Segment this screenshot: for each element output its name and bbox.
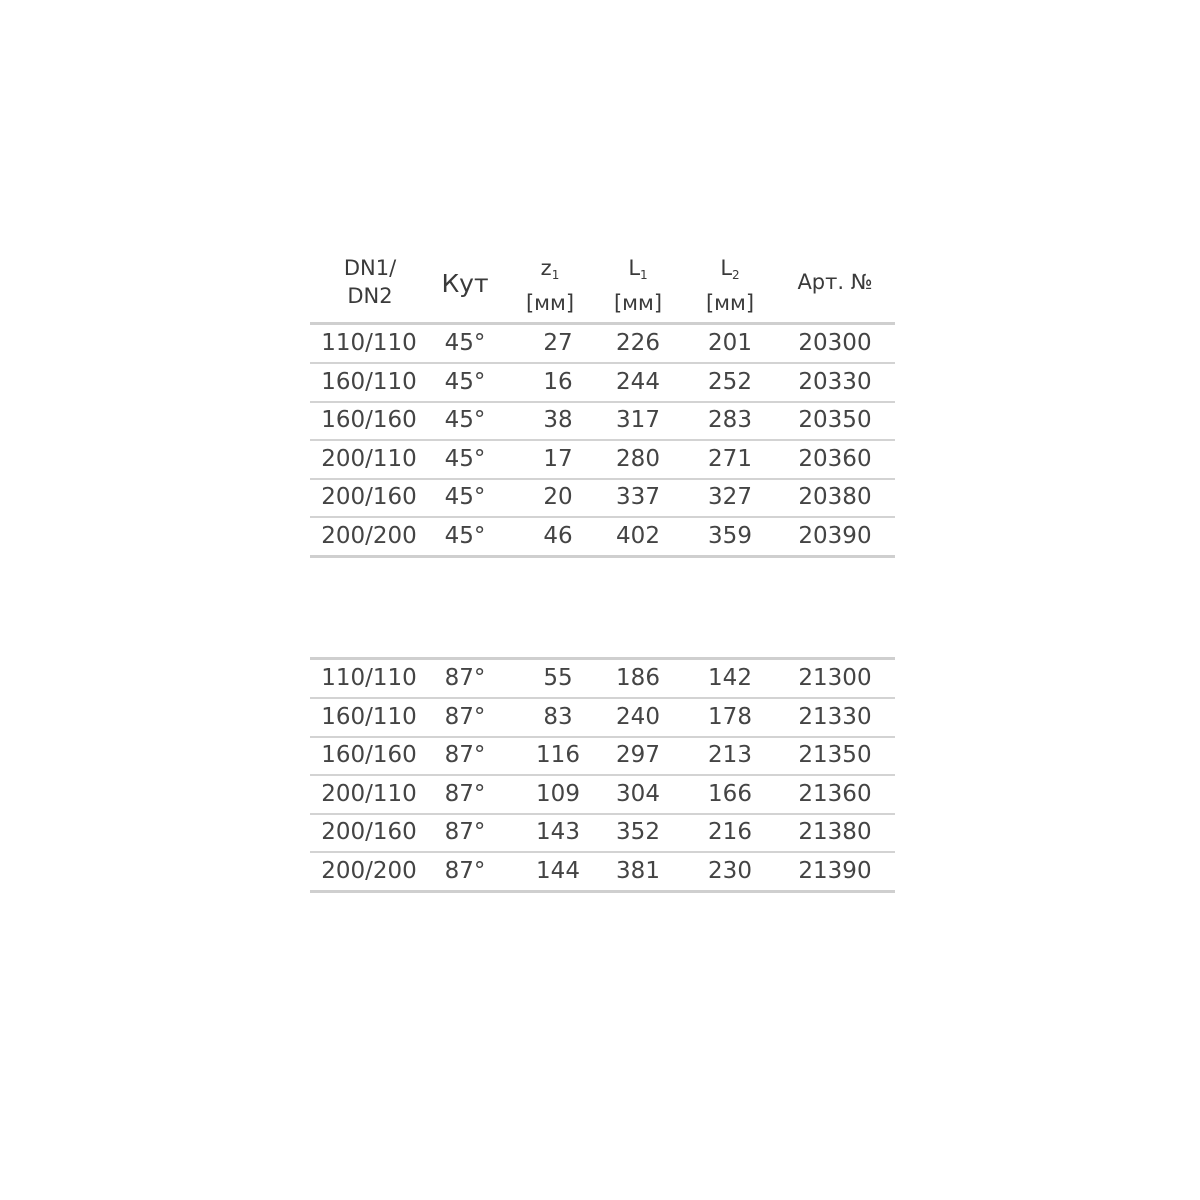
header-l1-sub: 1 xyxy=(640,268,648,282)
table-cell: 283 xyxy=(708,407,752,434)
table-row xyxy=(310,700,895,736)
table-cell: 21380 xyxy=(798,819,872,846)
table-cell: 200/110 xyxy=(321,445,417,472)
table-cell: 45° xyxy=(444,523,486,549)
header-z1-sub: 1 xyxy=(551,268,560,282)
table-row xyxy=(310,815,895,851)
table-row xyxy=(310,854,895,890)
table-cell: 402 xyxy=(616,523,660,549)
table-cell: 110/110 xyxy=(321,330,417,356)
table-cell: 166 xyxy=(708,780,752,807)
table-cell: 21390 xyxy=(798,858,872,884)
table-cell: 20380 xyxy=(798,484,872,511)
table-cell: 87° xyxy=(444,665,486,691)
header-divider xyxy=(310,322,895,325)
table-cell: 252 xyxy=(708,368,752,395)
header-l1-unit: [мм] xyxy=(613,291,663,315)
table-cell: 381 xyxy=(616,858,660,884)
table-cell: 21300 xyxy=(798,665,872,691)
table-cell: 20360 xyxy=(798,445,872,472)
table-cell: 21350 xyxy=(798,742,872,769)
header-l2-sub: 2 xyxy=(732,268,740,282)
table-cell: 45° xyxy=(444,368,486,395)
table-cell: 27 xyxy=(543,330,573,356)
header-dn-line1: DN1/ xyxy=(343,256,397,280)
table-cell: 87° xyxy=(444,819,486,846)
table-cell: 17 xyxy=(543,445,573,472)
table-cell: 216 xyxy=(708,819,752,846)
section-divider xyxy=(310,657,895,660)
table-header xyxy=(310,252,895,324)
table-cell: 352 xyxy=(616,819,660,846)
table-row xyxy=(310,519,895,555)
table-cell: 20350 xyxy=(798,407,872,434)
header-angle: Кут xyxy=(441,269,489,298)
table-cell: 304 xyxy=(616,780,660,807)
table-cell: 144 xyxy=(536,858,580,884)
table-cell: 200/200 xyxy=(321,858,417,884)
table-cell: 327 xyxy=(708,484,752,511)
table-cell: 143 xyxy=(536,819,580,846)
table-cell: 46 xyxy=(543,523,573,549)
table-cell: 160/160 xyxy=(321,742,417,769)
header-l2 xyxy=(690,254,770,317)
table-cell: 45° xyxy=(444,484,486,511)
table-row xyxy=(310,480,895,516)
table-cell: 178 xyxy=(708,703,752,730)
table-cell: 160/160 xyxy=(321,407,417,434)
header-z1-label: z xyxy=(540,256,552,280)
header-z1 xyxy=(510,254,590,317)
table-cell: 20330 xyxy=(798,368,872,395)
table-cell: 160/110 xyxy=(321,703,417,730)
table-cell: 110/110 xyxy=(321,665,417,691)
table-cell: 142 xyxy=(708,665,752,691)
table-row xyxy=(310,365,895,401)
table-cell: 38 xyxy=(543,407,573,434)
row-divider xyxy=(310,555,895,558)
table-cell: 200/110 xyxy=(321,780,417,807)
table-row xyxy=(310,661,895,697)
table-cell: 200/160 xyxy=(321,819,417,846)
table-cell: 45° xyxy=(444,445,486,472)
table-cell: 87° xyxy=(444,703,486,730)
header-l1-label: L xyxy=(628,256,641,280)
table-cell: 116 xyxy=(536,742,580,769)
table-cell: 280 xyxy=(616,445,660,472)
table-cell: 317 xyxy=(616,407,660,434)
table-row xyxy=(310,442,895,478)
table-row xyxy=(310,403,895,439)
header-l2-label: L xyxy=(720,256,733,280)
table-cell: 20300 xyxy=(798,330,872,356)
row-divider xyxy=(310,890,895,893)
table-cell: 83 xyxy=(543,703,573,730)
header-l2-unit: [мм] xyxy=(705,291,755,315)
table-cell: 45° xyxy=(444,330,486,356)
table-cell: 87° xyxy=(444,780,486,807)
table-cell: 230 xyxy=(708,858,752,884)
table-row xyxy=(310,738,895,774)
table-cell: 271 xyxy=(708,445,752,472)
table-cell: 200/200 xyxy=(321,523,417,549)
table-cell: 20 xyxy=(543,484,573,511)
table-cell: 45° xyxy=(444,407,486,434)
table-cell: 337 xyxy=(616,484,660,511)
header-dn-line2: DN2 xyxy=(347,284,393,308)
table-cell: 244 xyxy=(616,368,660,395)
table-cell: 87° xyxy=(444,742,486,769)
table-cell: 109 xyxy=(536,780,580,807)
table-cell: 226 xyxy=(616,330,660,356)
table-row xyxy=(310,326,895,362)
header-dn xyxy=(330,254,410,310)
header-article: Арт. № xyxy=(797,270,873,294)
header-z1-unit: [мм] xyxy=(525,291,575,315)
table-cell: 20390 xyxy=(798,523,872,549)
table-cell: 186 xyxy=(616,665,660,691)
table-cell: 21360 xyxy=(798,780,872,807)
table-cell: 240 xyxy=(616,703,660,730)
table-cell: 359 xyxy=(708,523,752,549)
table-cell: 16 xyxy=(543,368,573,395)
table-row xyxy=(310,777,895,813)
table-cell: 55 xyxy=(543,665,573,691)
table-cell: 21330 xyxy=(798,703,872,730)
table-cell: 87° xyxy=(444,858,486,884)
header-l1 xyxy=(598,254,678,317)
table-cell: 201 xyxy=(708,330,752,356)
table-cell: 297 xyxy=(616,742,660,769)
table-cell: 200/160 xyxy=(321,484,417,511)
table-cell: 160/110 xyxy=(321,368,417,395)
table-cell: 213 xyxy=(708,742,752,769)
